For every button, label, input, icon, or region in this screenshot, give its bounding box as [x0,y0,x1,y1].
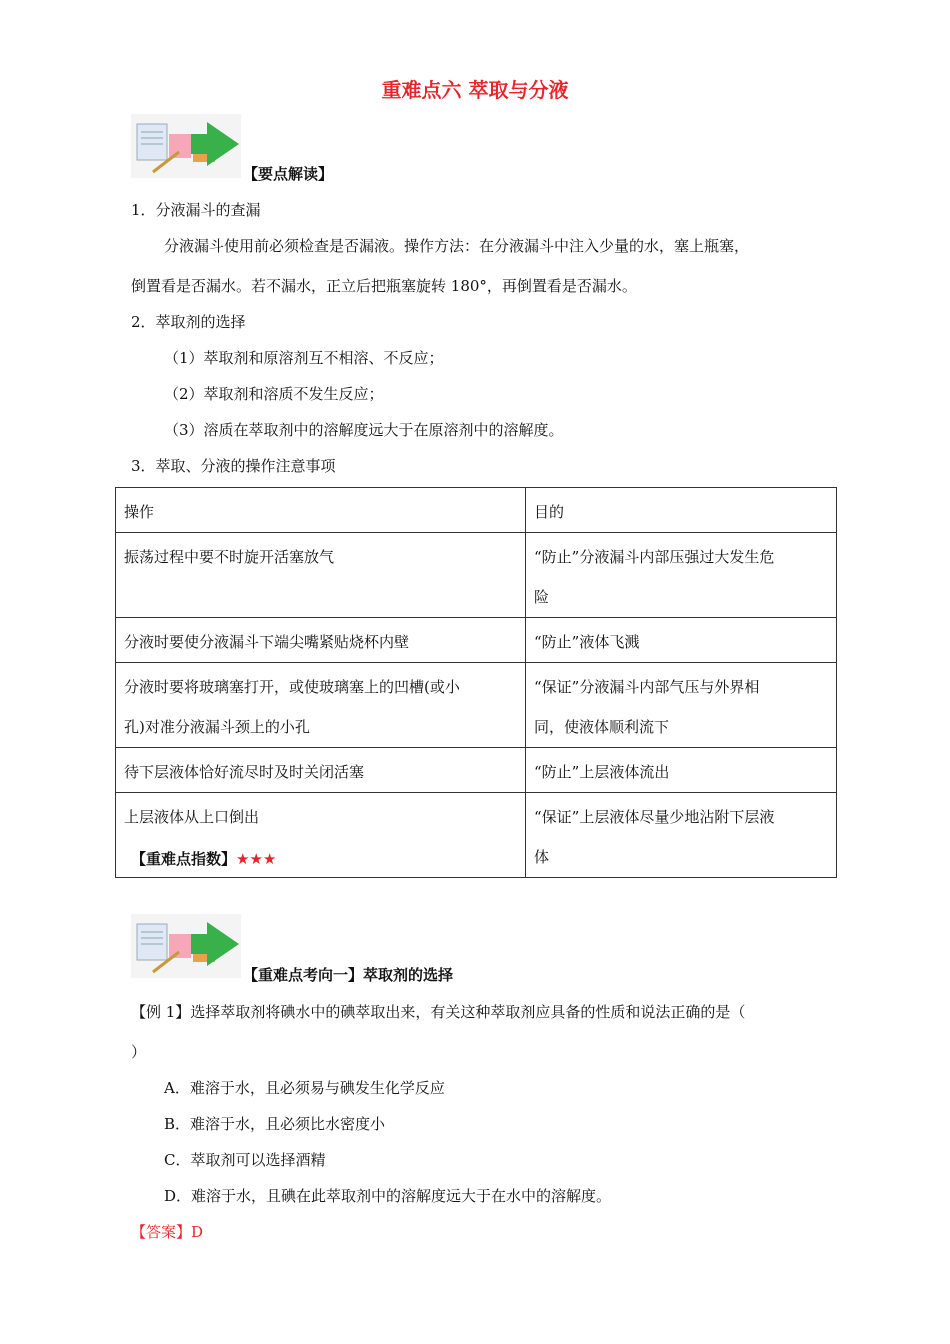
table-cell-purpose [526,793,837,878]
table-cell-purpose [526,533,837,618]
table-cell-operation [116,748,526,793]
table-cell-purpose [526,663,837,748]
example-question-line1 [131,1002,745,1022]
table-row [116,748,837,793]
item2-point: （2）萃取剂和溶质不发生反应； [164,385,384,403]
cell-line: “防止”上层液体流出 [534,763,670,781]
example-question-line2: ） [131,1043,147,1061]
cell-line: 振荡过程中要不时旋开活塞放气 [124,548,335,566]
example-option-c: C．萃取剂可以选择酒精 [164,1151,326,1169]
item2-point: （1）萃取剂和原溶剂互不相溶、不反应； [164,349,444,367]
answer-value: D [191,1223,204,1241]
section-heading-key-points: 【要点解读】 [243,165,334,183]
cell-line: “保证”上层液体尽量少地沾附下层液 [534,808,775,826]
table-header-row [116,488,837,533]
cell-line: “保证”分液漏斗内部气压与外界相 [534,678,760,696]
cell-line: 孔)对准分液漏斗颈上的小孔 [124,718,310,736]
cell-line: 分液时要将玻璃塞打开，或使玻璃塞上的凹槽(或小 [124,678,460,696]
section-decoration-icon [131,114,241,178]
cell-line: 体 [534,848,550,866]
star-rating-icon: ★★★ [236,850,277,868]
table-cell-purpose [526,618,837,663]
difficulty-rating [131,848,276,869]
answer-line [131,1222,203,1242]
cell-line: 待下层液体恰好流尽时及时关闭活塞 [124,763,365,781]
operations-table [115,487,837,878]
page-title: 重难点六 萃取与分液 [381,78,569,102]
cell-line: 同，使液体顺利流下 [534,718,670,736]
cell-line: 上层液体从上口倒出 [124,808,260,826]
table-cell-operation [116,663,526,748]
cell-line: “防止”液体飞溅 [534,633,640,651]
answer-label: 【答案】 [131,1223,192,1241]
cell-line: 分液时要使分液漏斗下端尖嘴紧贴烧杯内壁 [124,633,410,651]
example-question-text: 选择萃取剂将碘水中的碘萃取出来，有关这种萃取剂应具备的性质和说法正确的是（ [190,1003,746,1021]
item1-paragraph-line1: 分液漏斗使用前必须检查是否漏液。操作方法：在分液漏斗中注入少量的水，塞上瓶塞， [164,237,750,255]
cell-line: 险 [534,588,550,606]
example-option-b: B．难溶于水，且必须比水密度小 [164,1115,386,1133]
difficulty-label: 【重难点指数】 [131,850,237,868]
table-cell-purpose [526,748,837,793]
item2-title: 2．萃取剂的选择 [131,313,246,331]
item1-paragraph-line2: 倒置看是否漏水。若不漏水，正立后把瓶塞旋转 180°，再倒置看是否漏水。 [131,277,637,295]
table-row [116,533,837,618]
table-header-cell: 目的 [526,488,837,533]
table-header-cell: 操作 [116,488,526,533]
cell-line: “防止”分液漏斗内部压强过大发生危 [534,548,775,566]
table-row [116,618,837,663]
example-option-a: A．难溶于水，且必须易与碘发生化学反应 [164,1079,445,1097]
section-heading-exam-direction: 【重难点考向一】萃取剂的选择 [243,966,454,984]
table-cell-operation [116,618,526,663]
table-cell-operation [116,533,526,618]
item3-title: 3．萃取、分液的操作注意事项 [131,457,336,475]
item2-point: （3）溶质在萃取剂中的溶解度远大于在原溶剂中的溶解度。 [164,421,564,439]
item1-title: 1．分液漏斗的查漏 [131,201,261,219]
example-option-d: D．难溶于水，且碘在此萃取剂中的溶解度远大于在水中的溶解度。 [164,1187,612,1205]
example-tag: 【例 1】 [131,1003,191,1021]
table-row [116,663,837,748]
section-decoration-icon [131,914,241,978]
